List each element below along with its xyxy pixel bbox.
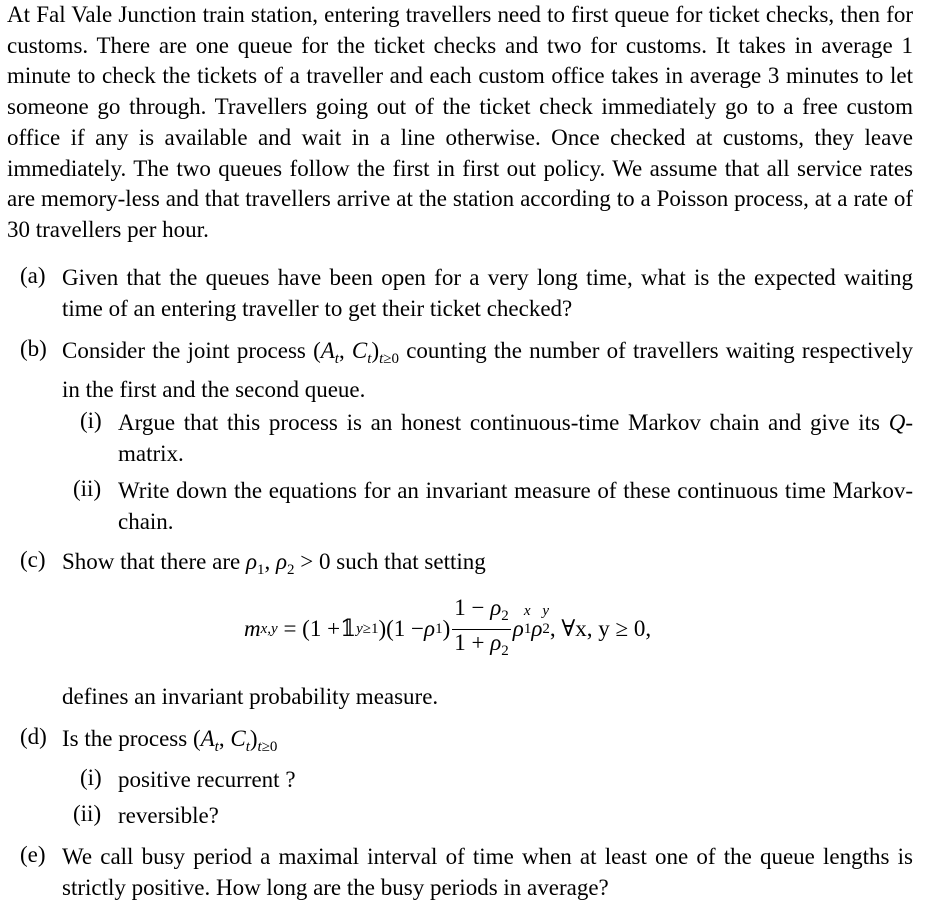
part-d-label: (d) [20, 724, 47, 749]
part-e-text: We call busy period a maximal interval of time when at least one of the queue lengths is strictly positive. How long are the busy periods in average? [62, 844, 913, 900]
part-b-text: Consider the joint process ($A_t$, $C_t)_{t\ge 0}$ counting the number of travellers waiting respectively in the first and the second queue. [62, 338, 914, 402]
part-d-ii-label: (ii) [73, 801, 102, 826]
part-b-label: (b) [20, 336, 47, 361]
part-c-conclusion: defines an invariant probability measure. [62, 684, 439, 709]
part-a-label: (a) [20, 263, 46, 288]
part-d-i-text: positive recurrent ? [118, 767, 296, 792]
invariant-measure-formula: m x,y = (1 + 𝟙 y ≥1 )(1 − ρ 1 ) $\frac{1 - \rho_2}{1 + \rho_2}$ ρ x 1 ρ y 2 , ∀x, y ≥ 0, [244, 596, 651, 662]
part-d-text: Is the process ($A_t$, $C_t)_{t\ge 0}$ [62, 726, 278, 755]
part-b-ii-text: Write down the equations for an invariant measure of these continuous time Markov-chain. [118, 478, 913, 534]
part-b-ii-label: (ii) [73, 476, 102, 501]
part-b-i-label: (i) [80, 408, 102, 433]
part-b-i-text: Argue that this process is an honest continuous-time Markov chain and give its Q-matrix. [118, 410, 914, 466]
part-d-ii-text: reversible? [118, 803, 219, 828]
problem-intro: At Fal Vale Junction train station, entering travellers need to first queue for ticket checks, then for customs. There are one queue for the ticket checks and two for customs. It takes in average 1 minute to check the tickets of a traveller and each custom office takes in average 3 minutes to let someone go through. Travellers going out of the ticket check immediately go to a free custom office if any is available and wait in a line otherwise. Once checked at customs, they leave immediately. The two queues follow the first in first out policy. We assume that all service rates are memory-less and that travellers arrive at the station according to a Poisson process, at a rate of 30 travellers per hour. [7, 2, 913, 242]
part-a-text: Given that the queues have been open for a very long time, what is the expected waiting time of an entering traveller to get their ticket checked? [62, 265, 913, 321]
part-d-i-label: (i) [80, 765, 102, 790]
part-c-label: (c) [20, 547, 46, 572]
part-c-text: Show that there are $\rho_1$, $\rho_2 > 0$ such that setting [62, 549, 486, 578]
part-e-label: (e) [20, 842, 46, 867]
